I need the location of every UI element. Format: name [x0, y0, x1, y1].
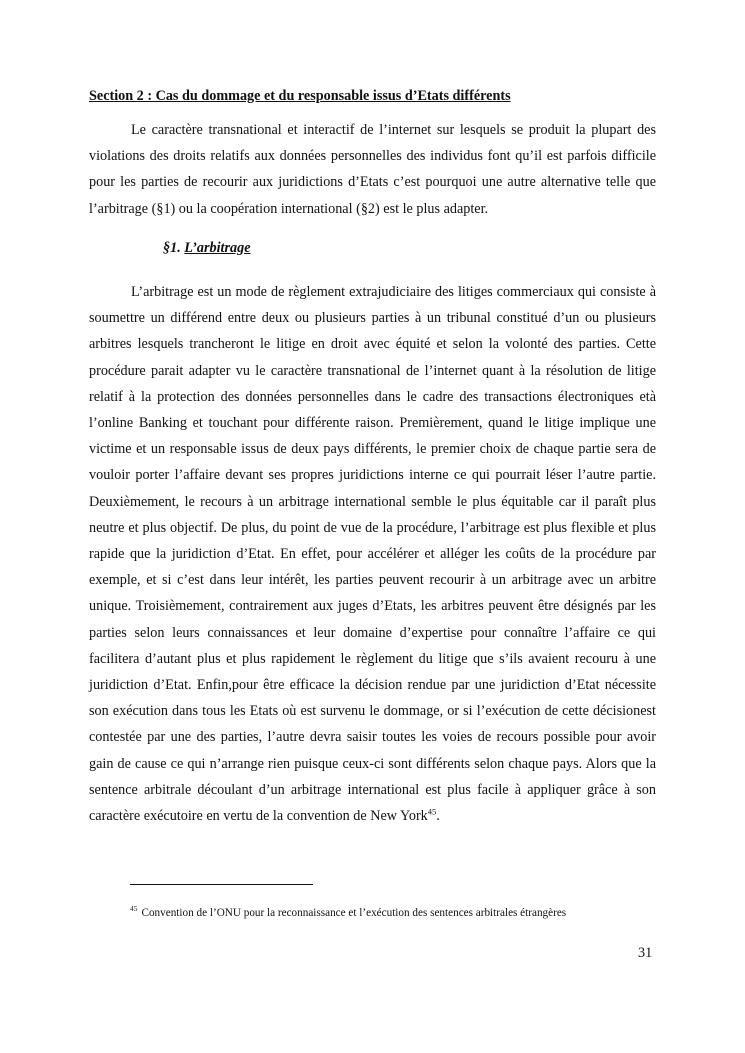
- intro-paragraph: [89, 117, 656, 222]
- subheading-title: L’arbitrage: [184, 240, 251, 256]
- footnote-separator: [130, 884, 313, 885]
- body-paragraph: [89, 279, 656, 829]
- subheading: [163, 238, 251, 258]
- body-paragraph-end: .: [436, 808, 440, 825]
- page-number: 31: [638, 945, 653, 961]
- intro-paragraph-text: Le caractère transnational et interactif de l’internet sur lesquels se produit la plupart des violations des droits relatifs aux données personnelles des individus font qu’il est parfois difficile pour les parties de recourir aux juridictions d’Etats c’est pourquoi une autre alternative telle que l’arbitrage (§1) ou la coopération international (§2) est le plus adapter.: [89, 122, 656, 217]
- section-title: Section 2 : Cas du dommage et du responsable issus d’Etats différents: [89, 88, 511, 104]
- footnote: [130, 905, 670, 921]
- body-paragraph-text: L’arbitrage est un mode de règlement extrajudiciaire des litiges commerciaux qui consiste à soumettre un différend entre deux ou plusieurs parties à un tribunal constitué d’un ou plusieurs arbitres lesquels trancheront le litige en droit avec équité et selon la volonté des parties. Cette procédure parait adapter vu le caractère transnational de l’internet quant à la résolution de litige relatif à la protection des données personnelles dans le cadre des transactions électroniques età l’online Banking et touchant pour différente raison. Premièrement, quand le litige implique une victime et un responsable issus de deux pays différents, le premier choix de chaque partie sera de vouloir porter l’affaire devant ses propres juridictions interne ce qui pourrait léser l’autre partie. Deuxièmement, le recours à un arbitrage international semble le plus équitable car il paraît plus neutre et plus objectif. De plus, du point de vue de la procédure, l’arbitrage est plus flexible et plus rapide que la juridiction d’Etat. En effet, pour accélérer et alléger les coûts de la procédure par exemple, et si c’est dans leur intérêt, les parties peuvent recourir à un arbitrage avec un arbitre unique. Troisièmement, contrairement aux juges d’Etats, les arbitres peuvent être désignés par les parties selon leurs connaissances et leur domaine d’expertise pour connaître l’affaire ce qui facilitera d’autant plus et plus rapidement le règlement du litige que s’ils avaient recouru à une juridiction d’Etat. Enfin,pour être efficace la décision rendue par une juridiction d’Etat nécessite son exécution dans tous les Etats où est survenu le dommage, or si l’exécution de cette décisionest contestée par une des parties, l’autre devra saisir toutes les voies de recours possible pour avoir gain de cause ce qui n’arrange rien puisque ceux-ci sont différents selon chaque pays. Alors que la sentence arbitrale découlant d’un arbitrage international est plus facile à appliquer grâce à son caractère exécutoire en vertu de la convention de New York: [89, 284, 656, 825]
- subheading-number: §1.: [163, 240, 185, 256]
- footnote-number: 45: [130, 904, 138, 914]
- footnote-text: Convention de l’ONU pour la reconnaissance et l’exécution des sentences arbitrales étrangères: [141, 907, 567, 919]
- footnote-reference: 45: [427, 806, 437, 817]
